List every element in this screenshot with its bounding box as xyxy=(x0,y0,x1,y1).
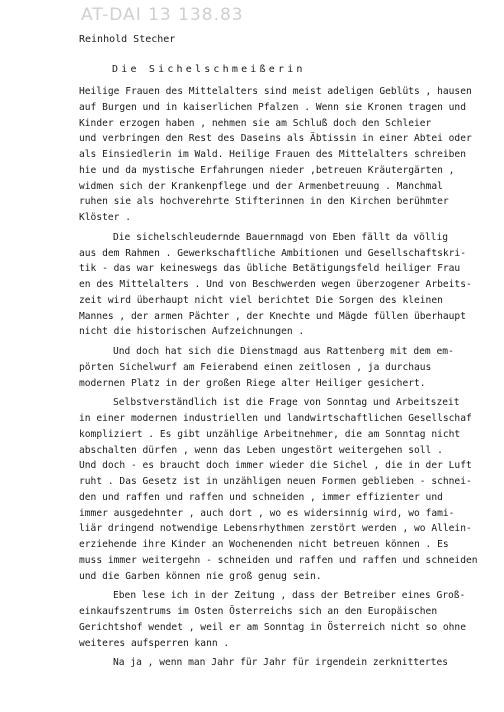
paragraph-1 xyxy=(79,84,499,226)
paragraph-4 xyxy=(79,395,499,584)
text-line: aus dem Rahmen . Gewerkschaftliche Ambitionen und Gesellschaftskri- xyxy=(79,247,466,259)
text-line: immer ausgedehnter , auch dort , wo es widersinnig wird, wo fami- xyxy=(79,507,455,519)
text-line: Die sichelschleudernde Bauernmagd von Eben fällt da völlig xyxy=(113,231,449,243)
text-line: einkaufszentrums im Osten Österreichs sich an den Europäischen xyxy=(79,606,438,617)
paragraph-3 xyxy=(79,344,499,391)
text-line: Eben lese ich in der Zeitung , dass der Betreiber eines Groß- xyxy=(113,590,466,602)
text-line: hie und da mystische Erfahrungen nieder ,betreuen Kräutergärten , xyxy=(79,164,455,176)
text-line: tik - das war keineswegs das übliche Betätigungsfeld heiliger Frau xyxy=(79,263,461,275)
text-line: Und doch hat sich die Dienstmagd aus Rattenberg mit dem em- xyxy=(113,346,454,357)
text-line: widmen sich der Krankenpflege und der Armenbetreuung . Manchmal xyxy=(79,180,443,192)
paragraph-6 xyxy=(79,655,499,671)
text-line: abschalten dürfen , wenn das Leben ungestört weitergehen soll . xyxy=(79,444,443,456)
text-line: auf Burgen und in kaiserlichen Pfalzen . Wenn sie Kronen tragen und xyxy=(79,101,466,113)
text-line: erziehende ihre Kinder an Wochenenden nicht betreuen können . Es xyxy=(79,539,449,550)
text-line: Heilige Frauen des Mittelalters sind meist adeligen Geblüts , hausen xyxy=(79,86,472,97)
text-line: Mannes , der armen Pächter , der Knechte und Mägde füllen überhaupt xyxy=(79,310,466,322)
text-line: nicht die historischen Aufzeichnungen . xyxy=(79,326,305,338)
paragraph-2 xyxy=(79,230,499,340)
text-line: pörten Sichelwurf am Feierabend einen zeitlosen , ja durchaus xyxy=(79,361,432,373)
document-body xyxy=(79,84,499,675)
text-line: kompliziert . Es gibt unzählige Arbeitnehmer, die am Sonntag nicht xyxy=(79,428,461,440)
text-line: als Einsiedlerin im Wald. Heilige Frauen des Mittelalters schreiben xyxy=(79,149,466,160)
text-line: Na ja , wenn man Jahr für Jahr für irgendein zerknittertes xyxy=(113,657,449,669)
text-line: Gerichtshof wendet , weil er am Sonntag in Österreich nicht so ohne xyxy=(79,621,466,633)
text-line: Selbstverständlich ist die Frage von Sonntag und Arbeitszeit xyxy=(113,397,460,409)
text-line: muss immer weitergehn - schneiden und raffen und raffen und schneiden xyxy=(79,554,478,566)
text-line: ruht . Das Gesetz ist in unzähligen neuen Formen geblieben - schnei- xyxy=(79,476,472,487)
text-line: in einer modernen industriellen und landwirtschaftlichen Gesellschaf xyxy=(79,413,472,424)
paragraph-5 xyxy=(79,588,499,651)
text-line: Klöster . xyxy=(79,212,131,223)
author-name: Reinhold Stecher xyxy=(79,34,176,45)
text-line: zeit wird überhaupt nicht viel berichtet Die Sorgen des kleinen xyxy=(79,294,443,306)
text-line: Kinder erzogen haben , nehmen sie am Schluß doch den Schleier xyxy=(79,117,432,129)
archive-reference-stamp: AT-DAI 13 138.83 xyxy=(81,5,244,25)
text-line: den und raffen und raffen und schneiden , immer effizienter und xyxy=(79,491,443,503)
document-title: Die Sichelschmeißerin xyxy=(112,64,306,75)
text-line: und die Garben können nie groß genug sein. xyxy=(79,570,322,582)
text-line: ruhen sie als hochverehrte Stifterinnen in den Kirchen berühmter xyxy=(79,196,449,208)
text-line: Und doch - es braucht doch immer wieder die Sichel , die in der Luft xyxy=(79,460,472,472)
text-line: liär dringend notwendige Lebensrhythmen zerstört werden , wo Allein- xyxy=(79,523,472,535)
text-line: und verbringen den Rest des Daseins als Äbtissin in einer Abtei oder xyxy=(79,133,472,145)
text-line: en des Mittelalters . Und von Beschwerden wegen überzogener Arbeits- xyxy=(79,279,472,290)
text-line: weiteres aufsperren kann . xyxy=(79,637,230,649)
text-line: modernen Platz in der großen Riege alter Heiliger gesichert. xyxy=(79,377,426,389)
